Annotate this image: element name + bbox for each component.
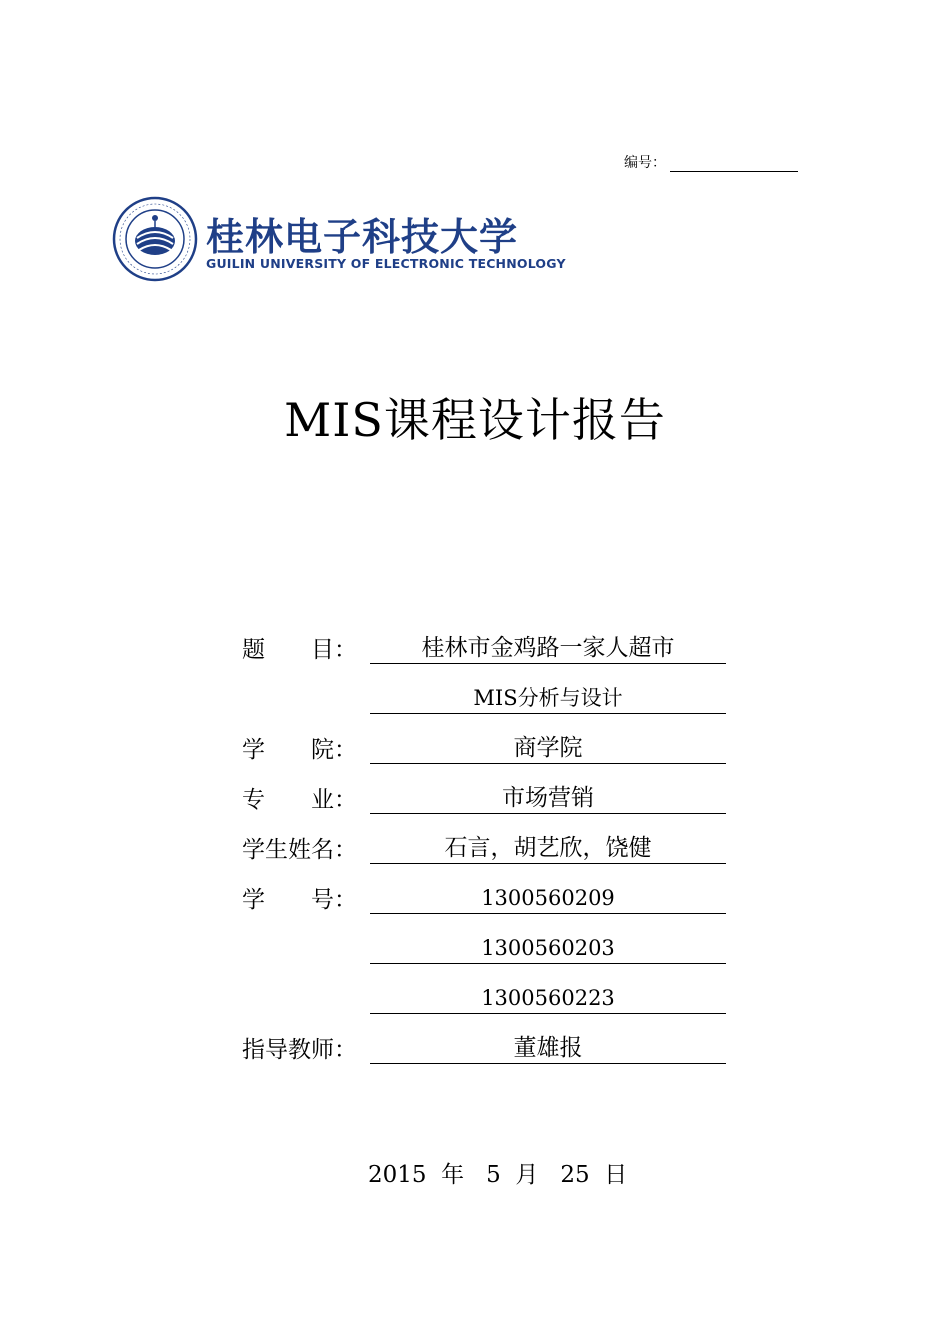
topic-value-line2: MIS分析与设计 [370, 683, 726, 714]
student-id-label-part1: 学 [242, 887, 265, 913]
student-names-row [242, 832, 652, 864]
date-month: 5 [486, 1162, 501, 1188]
date-year: 2015 [368, 1162, 427, 1188]
serial-number [624, 152, 798, 172]
advisor-label: 指导教师： [242, 1037, 357, 1063]
student-id-row-3 [242, 982, 615, 1014]
page-title: MIS课程设计报告 [284, 393, 666, 447]
student-id-label-part2: 号： [311, 887, 357, 913]
serial-label: 编号： [624, 155, 666, 171]
date-month-unit: 月 [515, 1162, 539, 1188]
student-id-row-2 [242, 932, 615, 964]
college-row [242, 732, 583, 764]
serial-blank-line [670, 155, 798, 172]
date-year-unit: 年 [441, 1162, 465, 1188]
topic-row [242, 632, 675, 664]
university-name-cn: 桂林电子科技大学 [206, 215, 519, 259]
date-day-unit: 日 [604, 1162, 628, 1188]
topic-row-2 [242, 682, 623, 714]
student-id-value: 1300560203 [370, 933, 726, 964]
topic-label [242, 631, 370, 664]
college-label-part2: 院： [311, 737, 357, 763]
university-name-en: GUILIN UNIVERSITY OF ELECTRONIC TECHNOLOGY [206, 256, 566, 271]
topic-value-line1: 桂林市金鸡路一家人超市 [370, 633, 726, 664]
student-names-value: 石言，胡艺欣，饶健 [370, 833, 726, 864]
date-day: 25 [560, 1162, 590, 1188]
college-label-part1: 学 [242, 737, 265, 763]
student-id-row [242, 882, 615, 914]
report-date [368, 1156, 627, 1189]
major-label-part2: 业： [311, 787, 357, 813]
major-row [242, 782, 594, 814]
student-id-label [242, 881, 370, 914]
advisor-value: 董雄报 [370, 1033, 726, 1064]
student-id-value: 1300560223 [370, 983, 726, 1014]
student-id-value: 1300560209 [370, 883, 726, 914]
university-logo [112, 196, 566, 282]
student-names-label: 学生姓名： [242, 837, 357, 863]
university-seal-icon [112, 196, 198, 282]
major-label [242, 781, 370, 814]
major-value: 市场营销 [370, 783, 726, 814]
topic-label-part2: 目： [311, 637, 357, 663]
college-value: 商学院 [370, 733, 726, 764]
major-label-part1: 专 [242, 787, 265, 813]
college-label [242, 731, 370, 764]
advisor-row [242, 1032, 583, 1064]
topic-label-part1: 题 [242, 637, 265, 663]
